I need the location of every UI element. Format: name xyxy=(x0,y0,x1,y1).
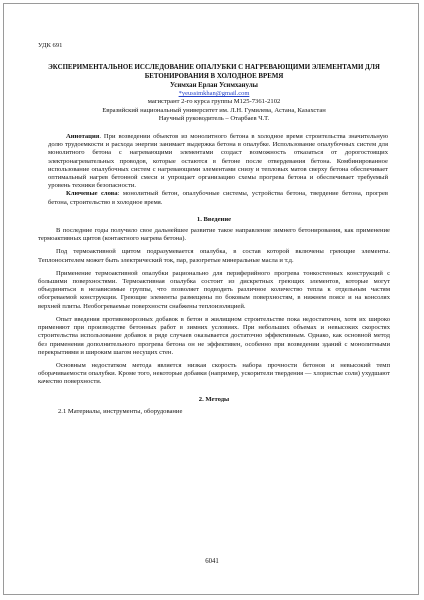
paper-page xyxy=(38,42,390,416)
keywords-label: Ключевые слова xyxy=(66,190,118,198)
abstract-label: Аннотация xyxy=(66,133,100,141)
affiliation-line-3: Научный руководитель – Отарбаев Ч.Т. xyxy=(158,114,270,122)
body-paragraph: Применение термоактивной опалубки рационально для периферийного прогрева тонкостенных конструкций с большими поверхностями. Термоактивная опалубка состоит из дискретных греющих элементов, которые могут объединяться в независимые группы, что позволяет подводить различное количество тепла к отдельным частям обогреваемой конструкции. Греющие элементы размещены по боковым поверхностям, в нижнем поясе и на консолях верхней плиты. Необогреваемые поверхности снабжены теплоизоляцией. xyxy=(38,269,390,310)
abstract-text: . При возведении объектов из монолитного бетона в холодное время строительства значительную долю трудоемкости и расхода энергии занимает выдержка бетона в опалубке. Использование опалубочных систем для монолитного бетона с нагревающими элементами создаст возможность отказаться от дорогостоящих электронагревательных проводов, которые остаются в бетоне после отвердевания бетона. Комбинированное использование опалубочных систем с нагревающими элементами снизу и тепловых матов сверху бетона обеспечивает оптимальный нагрев бетонной смеси и упрощает организацию схемы прогрева бетона и обеспечивает требуемый уровень техники безопасности. xyxy=(48,133,388,190)
body-paragraph: Опыт введения противоморозных добавок в бетон в жилищном строительстве пока недостаточен, хотя их широко применяют при производстве бетонных работ в зимних условиях. При небольших объемах и невысоких скоростях строительства использование добавок в ряде случаев оказывается достаточно эффективным. Однако, как основной метод без применения дополнительного прогрева бетона он не эффективен, особенно при возведении зданий с монолитными перекрытиями и широким шагом несущих стен. xyxy=(38,315,390,356)
author-name: Усимхан Ерлан Усимханулы xyxy=(170,82,258,90)
section-heading-methods: 2. Методы xyxy=(198,395,230,403)
abstract xyxy=(38,133,390,190)
subsection-title: 2.1 Материалы, инструменты, оборудование xyxy=(58,407,183,415)
page-number: 6041 xyxy=(205,558,219,565)
body-paragraph: Под термоактивной щитом подразумевается опалубка, в состав которой включены греющие элементы. Теплоносителем может быть электрический ток, пар, разогретые минеральные масла и т.д. xyxy=(38,248,390,264)
udk-code: УДК 691 xyxy=(38,42,63,49)
body-paragraph: В последние годы получило свое дальнейшее развитие такое направление зимнего бетонирования, как применение термоактивных щитов (контактного нагрева бетона). xyxy=(38,227,390,243)
keywords xyxy=(38,190,390,206)
keywords-text: : монолитный бетон, опалубочные системы, устройства бетона, твердение бетона, прогрев бетона, строительство в холодное время. xyxy=(48,190,388,206)
affiliation-line-1: магистрант 2-го курса группы М125-7361-2102 xyxy=(147,98,281,106)
paper-title: ЭКСПЕРИМЕНТАЛЬНОЕ ИССЛЕДОВАНИЕ ОПАЛУБКИ С НАГРЕВАЮЩИМИ ЭЛЕМЕНТАМИ ДЛЯ БЕТОНИРОВАНИЯ В ХОЛОДНОЕ ВРЕМЯ xyxy=(48,64,380,80)
section-heading-introduction: 1. Введение xyxy=(196,215,232,223)
author-email-link[interactable]: *yeussimkhan@gmail.com xyxy=(178,90,250,98)
body-paragraph: Основным недостатком метода является низкая скорость набора прочности бетонов и невысокий темп оборачиваемости опалубки. Кроме того, некоторые добавки (например, ускорители твердения — хлористые соли) ухудшают качество поверхности. xyxy=(38,361,390,386)
affiliation-line-2: Евразийский национальный университет им. Л.Н. Гумилева, Астана, Казахстан xyxy=(102,106,326,114)
